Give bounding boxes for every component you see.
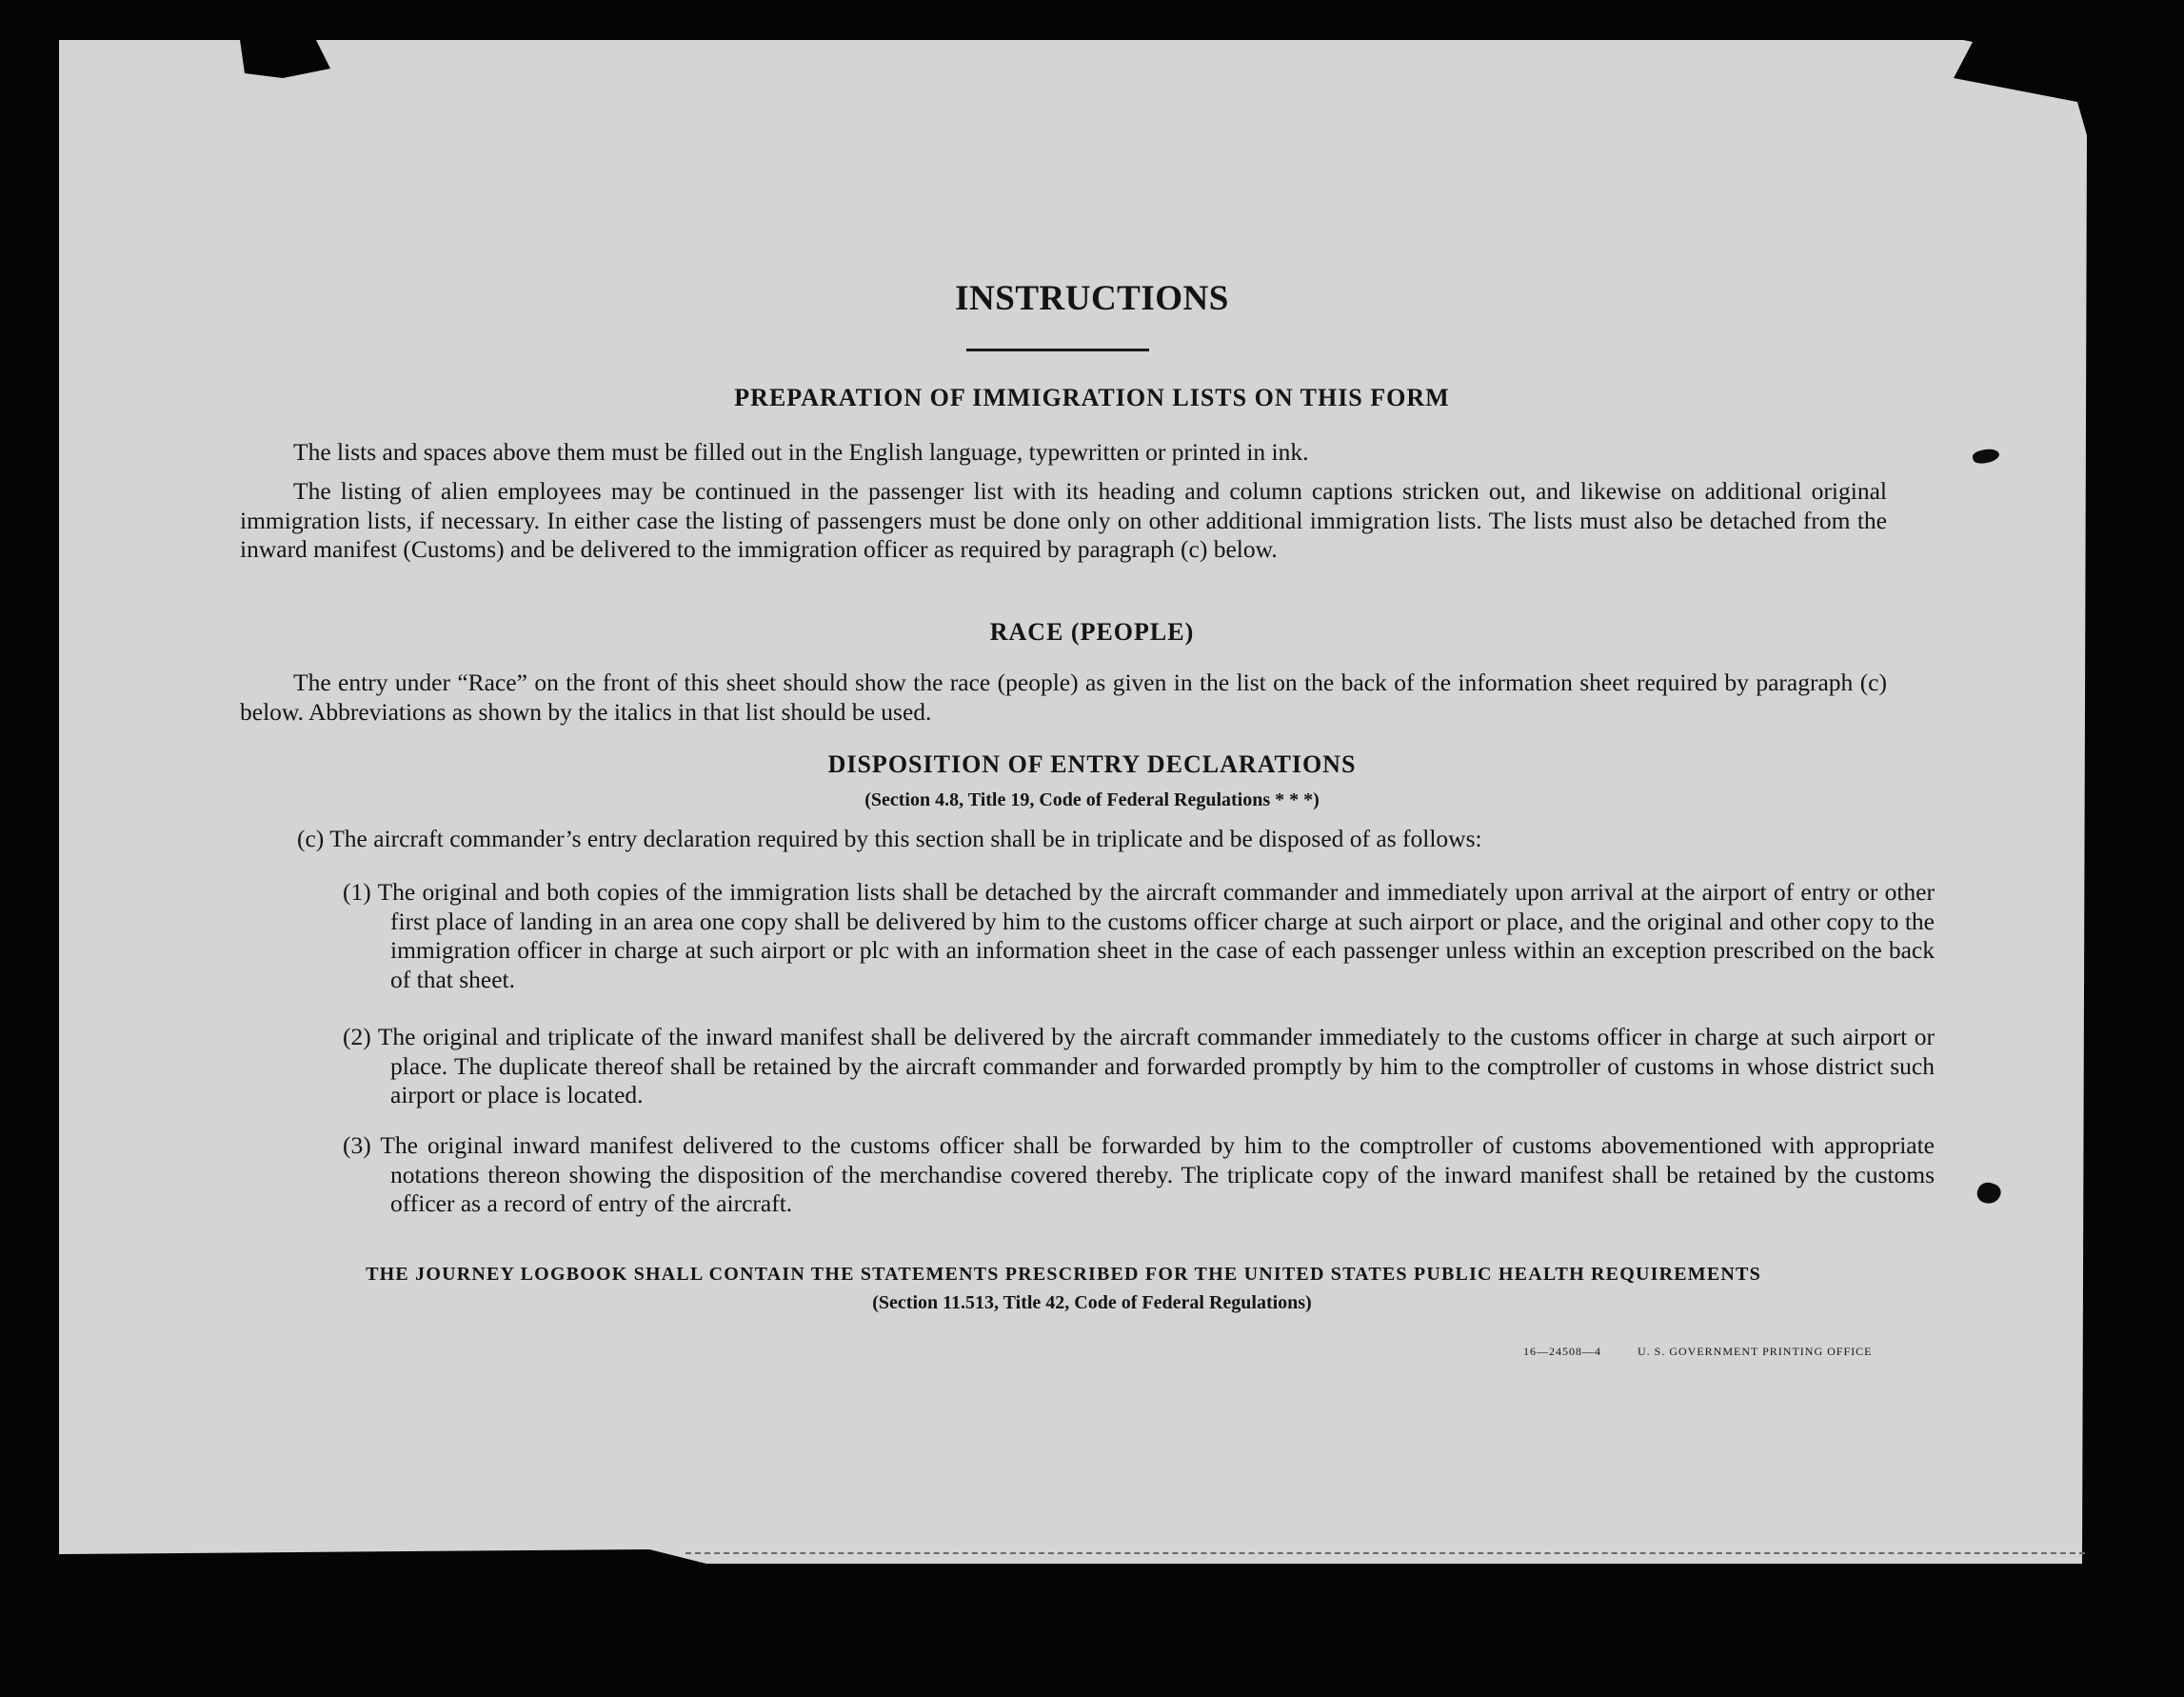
form-number: 16—24508—4	[1523, 1345, 1601, 1358]
footer-citation: (Section 11.513, Title 42, Code of Federal Regulations)	[872, 1292, 1312, 1313]
section-heading-disposition: DISPOSITION OF ENTRY DECLARATIONS	[827, 750, 1357, 778]
perforation-line	[685, 1552, 2085, 1554]
race-paragraph: The entry under “Race” on the front of this sheet should show the race (people) as given in the list on the back of the information sheet required by paragraph (c) below. Abbreviations as shown by the italics in that list should be used.	[240, 669, 1887, 726]
section-heading-preparation: PREPARATION OF IMMIGRATION LISTS ON THIS FORM	[734, 384, 1450, 411]
printer-imprint	[1523, 1345, 1904, 1359]
disposition-item-1: (1) The original and both copies of the immigration lists shall be detached by the aircraft commander and immediately upon arrival at the airport of entry or other first place of landing in an area one copy shall be delivered by him to the customs officer charge at such airport or place, and the original and other copy to the immigration officer in charge at such airport or plc with an information sheet in the case of each passenger unless within an exception prescribed on the back of that sheet.	[343, 878, 1935, 993]
footer-statement: THE JOURNEY LOGBOOK SHALL CONTAIN THE STATEMENTS PRESCRIBED FOR THE UNITED STATES PUBLIC HEALTH REQUIREMENTS	[366, 1264, 1761, 1285]
preparation-paragraph-2: The listing of alien employees may be continued in the passenger list with its heading and column captions stricken out, and likewise on additional original immigration lists, if necessary. In either case the listing of passengers must be done only on other additional immigration lists. The lists must also be detached from the inward manifest (Customs) and be delivered to the immigration officer as required by paragraph (c) below.	[240, 477, 1887, 563]
disposition-item-2: (2) The original and triplicate of the inward manifest shall be delivered by the aircraft commander immediately to the customs officer in charge at such airport or place. The duplicate thereof shall be retained by the aircraft commander and forwarded promptly by him to the comptroller of customs in whose district such airport or place is located.	[343, 1023, 1935, 1108]
section-heading-race: RACE (PEOPLE)	[989, 618, 1195, 646]
printer-name: U. S. GOVERNMENT PRINTING OFFICE	[1638, 1345, 1873, 1358]
disposition-citation: (Section 4.8, Title 19, Code of Federal Regulations * * *)	[864, 789, 1320, 810]
title-underline	[966, 349, 1149, 351]
disposition-item-3: (3) The original inward manifest delivered to the customs officer shall be forwarded by him to the comptroller of customs abovementioned with appropriate notations thereon showing the disposition of the merchandise covered thereby. The triplicate copy of the inward manifest shall be retained by the customs officer as a record of entry of the aircraft.	[343, 1131, 1935, 1217]
preparation-paragraph-1: The lists and spaces above them must be filled out in the English language, typewritten or printed in ink.	[293, 438, 1309, 466]
document-title: INSTRUCTIONS	[955, 279, 1229, 318]
disposition-intro: (c) The aircraft commander’s entry declaration required by this section shall be in triplicate and be disposed of as follows:	[297, 825, 1482, 852]
